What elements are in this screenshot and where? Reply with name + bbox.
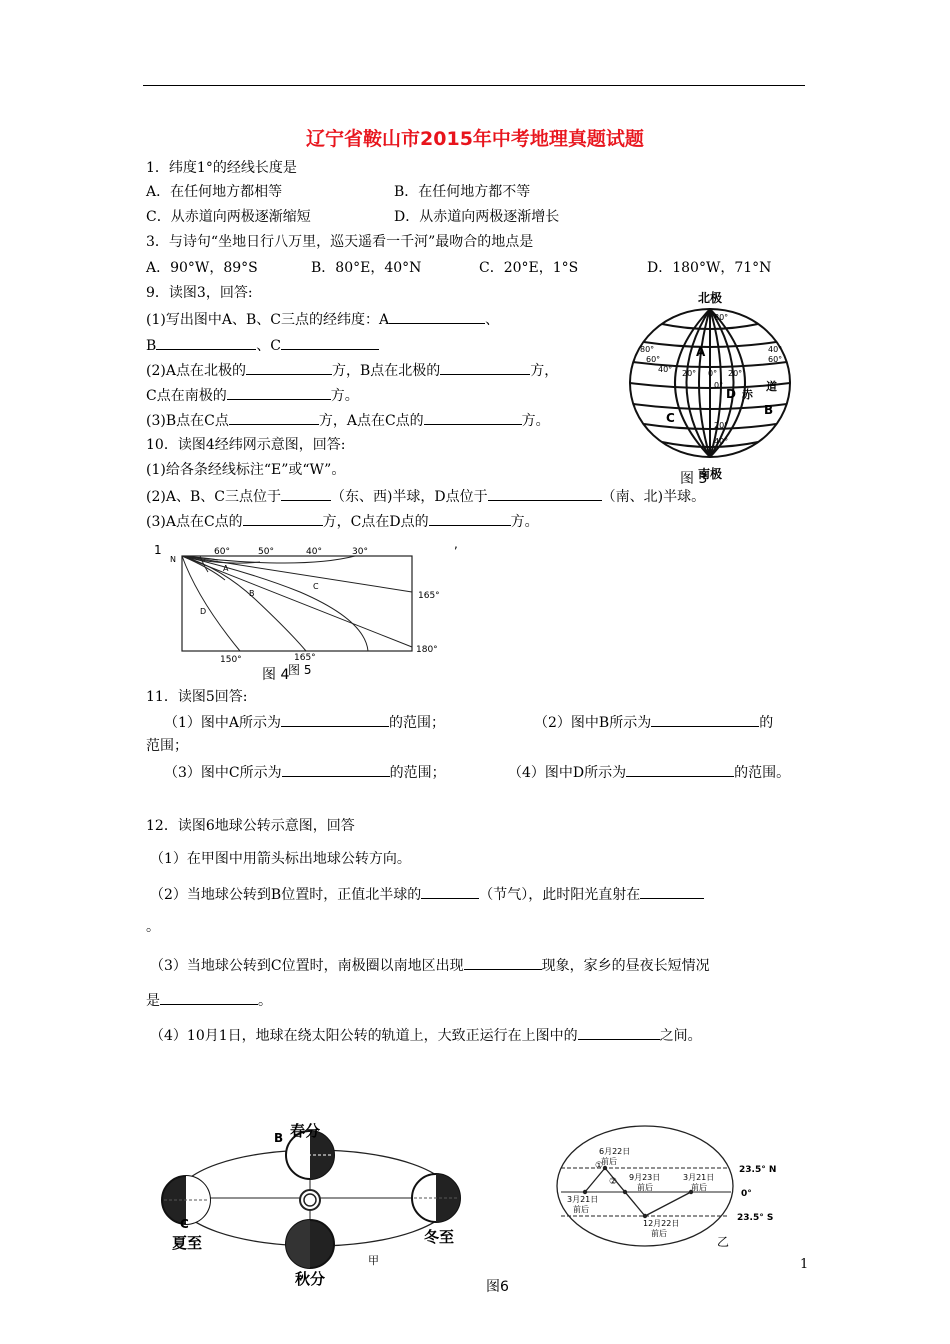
date-sep23: 9月23日 [629, 1173, 661, 1182]
fig4-top-tick: 60° [214, 547, 230, 557]
lat-label: 0° [714, 381, 724, 390]
q11-part1-b-text: 的范围； [389, 715, 446, 731]
q10-stem: 10．读图4经纬网示意图，回答: [146, 437, 346, 453]
lat-label: 80° [714, 313, 729, 322]
q12-part4-a-text: （4）10月1日，地球在绕太阳公转的轨道上，大致正运行在上图中的 [150, 1028, 578, 1044]
q10-part2-b-text: （东、西)半球，D点位于 [330, 489, 488, 505]
q11-part2-a-text: （2）图中B所示为 [534, 715, 652, 731]
q9-part2-e-text: 方。 [330, 388, 359, 404]
lat-label: 40° [714, 437, 729, 446]
q11-part4 [508, 762, 790, 782]
label-c: C [180, 1217, 189, 1231]
q10-direction-ac-blank[interactable] [243, 511, 323, 526]
q12-orbit-position-blank[interactable] [578, 1025, 660, 1040]
q12-stem: 12．读图6地球公转示意图，回答 [146, 818, 355, 834]
q11-part3 [164, 762, 446, 782]
q1-option-b: B．在任何地方都不等 [394, 184, 531, 200]
q10-part2-a-text: (2)A、B、C三点位于 [146, 489, 281, 505]
q11-c-blank[interactable] [282, 762, 390, 777]
q9-part1-line1 [146, 309, 499, 329]
q11-part4-a-text: （4）图中D所示为 [508, 765, 627, 781]
q10-part2 [146, 486, 705, 506]
q11-part2-continued: 范围； [146, 738, 188, 754]
lat-23-5-n: 23.5° N [739, 1165, 777, 1175]
q11-part1-a-text: （1）图中A所示为 [164, 715, 282, 731]
point-c-label: C [666, 411, 675, 425]
date-mar21-right: 3月21日 [683, 1173, 715, 1182]
q9-part1-c-text: 、C [256, 338, 282, 354]
label-yi: 乙 [717, 1235, 730, 1249]
q12-part3-c-text: 是 [146, 993, 160, 1009]
q10-hemisphere-ns-blank[interactable] [488, 486, 602, 501]
q1-option-c: C．从赤道向两极逐渐缩短 [146, 209, 311, 225]
q9-answer-ac-blank[interactable] [424, 410, 522, 425]
q9-part2-b-text: 方，B点在北极的 [331, 363, 441, 379]
globe-north-pole-label: 北极 [697, 291, 723, 305]
q10-hemisphere-ew-blank[interactable] [281, 486, 331, 501]
label-summer: 夏至 [172, 1234, 203, 1252]
figure-6-orbit-jia [150, 1118, 480, 1286]
q12-part2-end: 。 [146, 919, 160, 935]
q9-part2-line1 [146, 360, 558, 380]
label-autumn: 秋分 [295, 1270, 326, 1286]
q1-stem: 1．纬度1°的经线长度是 [146, 160, 297, 176]
q9-part1-sep: 、 [485, 312, 500, 328]
q3-option-b: B．80°E，40°N [311, 260, 422, 276]
q10-part3-b-text: 方，C点在D点的 [322, 514, 429, 530]
q9-part3-b-text: 方，A点在C点的 [318, 413, 424, 429]
q11-stem: 11．读图5回答: [146, 689, 248, 705]
q11-part4-b-text: 的范围。 [734, 765, 791, 781]
lat-label: 60° [646, 355, 661, 364]
q9-answer-c-blank[interactable] [281, 335, 379, 350]
point-a-label: A [696, 345, 706, 359]
figure-4-caption: 图 4 [262, 667, 290, 682]
q11-d-blank[interactable] [626, 762, 734, 777]
q11-part2 [534, 712, 773, 732]
q3-option-a: A．90°W，89°S [146, 260, 258, 276]
label-jia: 甲 [368, 1254, 379, 1267]
figure-4-grid [150, 540, 470, 682]
marker-1: ① [595, 1161, 604, 1171]
q9-part3-c-text: 方。 [521, 413, 550, 429]
fig4-corner-mark: 1 [154, 543, 162, 557]
lat-0: 0° [741, 1189, 752, 1199]
fig4-right-tick: 180° [416, 645, 438, 655]
lat-label: 60° [768, 355, 783, 364]
point-d-label: D [726, 387, 736, 401]
q12-part3-b-text: 现象，家乡的昼夜长短情况 [541, 958, 710, 974]
q10-part3-c-text: 方。 [510, 514, 539, 530]
label-spring: 春分 [290, 1122, 321, 1140]
date-jun22-sub: 前后 [601, 1157, 617, 1166]
q11-part2-b-text: 的 [759, 715, 774, 731]
q9-part2-line2 [146, 385, 359, 405]
q9-answer-a-direction-blank[interactable] [246, 360, 332, 375]
sun-icon [300, 1190, 320, 1210]
fig4-top-tick: 50° [258, 547, 274, 557]
figure-3-caption: 图 3 [680, 471, 708, 484]
q9-part3 [146, 410, 550, 430]
q10-direction-cd-blank[interactable] [429, 511, 511, 526]
date-mar21-left-sub: 前后 [573, 1205, 589, 1214]
figure-6-sun-path-yi [555, 1120, 785, 1250]
q3-option-d: D．180°W，71°N [647, 260, 772, 276]
fig4-point-b: B [249, 589, 255, 598]
lat-label: 20° [714, 421, 729, 430]
figure-5-overlap-caption: 图 5 [288, 663, 312, 677]
q10-part2-c-text: （南、北)半球。 [601, 489, 706, 505]
q9-answer-b-direction-blank[interactable] [440, 360, 530, 375]
top-rule [143, 85, 805, 86]
q12-part2-a-text: （2）当地球公转到B位置时，正值北半球的 [150, 887, 422, 903]
q11-a-blank[interactable] [281, 712, 389, 727]
label-winter: 冬至 [424, 1228, 455, 1246]
equator-char-1: 赤 [742, 388, 753, 401]
fig4-point-c: C [313, 582, 319, 591]
q9-answer-a-blank[interactable] [389, 309, 485, 324]
q12-part4-b-text: 之间。 [659, 1028, 702, 1044]
date-dec22: 12月22日 [643, 1219, 680, 1228]
date-jun22: 6月22日 [599, 1147, 631, 1156]
q1-option-d: D．从赤道向两极逐渐增长 [394, 209, 560, 225]
fig4-bottom-tick: 165° [294, 653, 316, 663]
q9-answer-c-direction-blank[interactable] [227, 385, 331, 400]
fig4-point-d: D [200, 607, 207, 616]
q12-day-length-blank[interactable] [160, 990, 258, 1005]
figure-6-caption: 图6 [486, 1279, 509, 1295]
fig4-right-tick: 165° [418, 591, 440, 601]
label-b: B [274, 1131, 284, 1145]
date-dec22-sub: 前后 [651, 1229, 667, 1238]
q12-part2 [150, 884, 704, 904]
lat-23-5-s: 23.5° S [737, 1213, 774, 1223]
q9-stem: 9．读图3，回答: [146, 285, 253, 301]
lon-label: 20° [682, 369, 697, 378]
q11-part3-a-text: （3）图中C所示为 [164, 765, 282, 781]
q10-part3 [146, 511, 539, 531]
page-number: 1 [800, 1257, 809, 1272]
q12-part3-end [146, 990, 272, 1010]
q9-answer-b-blank[interactable] [156, 335, 256, 350]
q10-part1: (1)给各条经线标注“E”或“W”。 [146, 462, 346, 478]
marker-2: ② [609, 1177, 618, 1187]
point-b-label: B [764, 403, 774, 417]
q9-part1-a-text: (1)写出图中A、B、C三点的经纬度：A [146, 312, 390, 328]
q10-part3-a-text: (3)A点在C点的 [146, 514, 243, 530]
q3-option-c: C．20°E，1°S [479, 260, 579, 276]
equator-char-2: 道 [766, 380, 777, 393]
q9-answer-bc-blank[interactable] [229, 410, 319, 425]
page-title: 辽宁省鞍山市2015年中考地理真题试题 [306, 128, 644, 150]
q3-stem: 3．与诗句“坐地日行八万里，巡天遥看一千河”最吻合的地点是 [146, 234, 534, 250]
q12-polar-phenomenon-blank[interactable] [464, 955, 542, 970]
fig4-point-a: A [223, 564, 229, 573]
q12-part3-a-text: （3）当地球公转到C位置时，南极圈以南地区出现 [150, 958, 464, 974]
q9-part3-a-text: (3)B点在C点 [146, 413, 229, 429]
fig4-top-tick: 30° [352, 547, 368, 557]
q12-part3-d-text: 。 [258, 993, 272, 1009]
q9-part2-d-text: C点在南极的 [146, 388, 227, 404]
lat-label: 40° [658, 365, 673, 374]
q12-direct-sunlight-blank[interactable] [640, 884, 704, 899]
q11-part1 [164, 712, 445, 732]
q12-part2-b-text: （节气），此时阳光直射在 [479, 887, 641, 903]
q12-part3 [150, 955, 710, 975]
q9-part2-a-text: (2)A点在北极的 [146, 363, 246, 379]
globe-south-pole-label: 南极 [697, 467, 723, 481]
q1-option-a: A．在任何地方都相等 [146, 184, 283, 200]
fig4-top-tick: 40° [306, 547, 322, 557]
fig4-stray-mark: , [454, 540, 458, 551]
q9-part1-line2 [146, 335, 379, 355]
fig4-north-label: N [170, 555, 176, 564]
q9-part1-b-text: B [146, 338, 157, 354]
date-sep23-sub: 前后 [637, 1183, 653, 1192]
lon-label: 0° [708, 369, 718, 378]
q12-part4 [150, 1025, 702, 1045]
lon-label: 20° [728, 369, 743, 378]
lat-label: 40° [768, 345, 783, 354]
fig4-bottom-tick: 150° [220, 655, 242, 665]
lat-label: 80° [640, 345, 655, 354]
q11-part3-b-text: 的范围； [389, 765, 446, 781]
q12-part1: （1）在甲图中用箭头标出地球公转方向。 [150, 851, 411, 867]
q12-solar-term-blank[interactable] [421, 884, 479, 899]
q11-b-blank[interactable] [651, 712, 759, 727]
figure-3-globe [618, 286, 804, 484]
date-mar21-right-sub: 前后 [691, 1183, 707, 1192]
q9-part2-c-text: 方， [530, 363, 559, 379]
date-mar21-left: 3月21日 [567, 1195, 599, 1204]
